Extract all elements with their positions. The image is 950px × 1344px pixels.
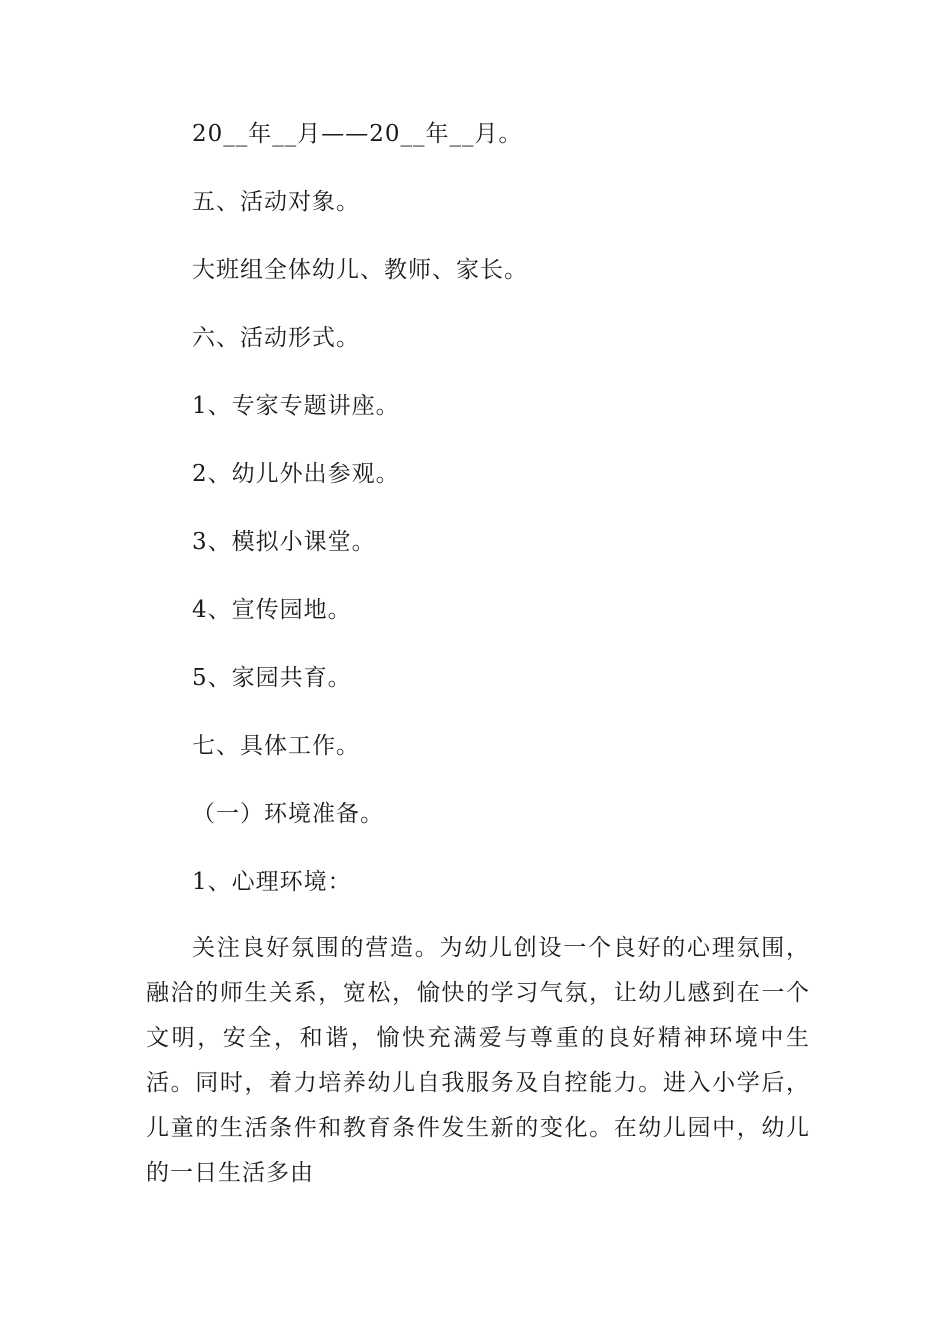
subsection-heading-environment: （一）环境准备。 [192, 801, 384, 827]
section-heading-specific-work: 七、具体工作。 [192, 733, 360, 759]
list-item-5: 5、家园共育。 [192, 665, 352, 691]
item-heading-psychological-environment: 1、心理环境： [192, 869, 352, 895]
activity-target-text: 大班组全体幼儿、教师、家长。 [192, 257, 528, 283]
date-range-line: 20__年__月——20__年__月。 [192, 121, 523, 147]
section-heading-activity-form: 六、活动形式。 [192, 325, 360, 351]
list-item-4: 4、宣传园地。 [192, 597, 352, 623]
list-item-2: 2、幼儿外出参观。 [192, 461, 400, 487]
list-item-3: 3、模拟小课堂。 [192, 529, 376, 555]
section-heading-activity-target: 五、活动对象。 [192, 189, 360, 215]
list-item-1: 1、专家专题讲座。 [192, 393, 400, 419]
body-paragraph: 关注良好氛围的营造。为幼儿创设一个良好的心理氛围，融洽的师生关系，宽松，愉快的学习气氛，让幼儿感到在一个文明，安全，和谐，愉快充满爱与尊重的良好精神环境中生活。同时，着力培养幼儿自我服务及自控能力。进入小学后，儿童的生活条件和教育条件发生新的变化。在幼儿园中，幼儿的一日生活多由 [146, 935, 810, 1186]
